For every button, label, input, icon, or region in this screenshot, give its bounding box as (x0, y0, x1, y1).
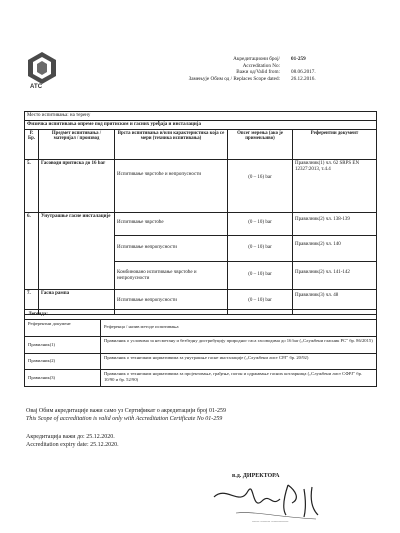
legend-value: Правилник о техничким нормативима за унутрашње гасне инсталације („Службени лист СРЈ" бр. 20/92) (104, 355, 309, 360)
replaces-scope-value: 26.12.2016. (291, 75, 316, 82)
row-product: Унутрашње гасне инсталације (39, 213, 115, 289)
sub-row (115, 261, 376, 290)
legend-value: Референца / назив методе испитивања (104, 324, 179, 329)
col-header-no: Р. Бр. (25, 130, 39, 159)
scope-table (24, 111, 377, 315)
row-ref: Правилник(3) чл. 48 (295, 293, 339, 298)
accreditation-no-label-en: Accreditation No: (242, 62, 280, 69)
expiry-date-en: Accreditation expiry date: 25.12.2020. (26, 442, 119, 448)
row-test: Испитивање чврстоће (115, 213, 228, 235)
legend-row (25, 320, 376, 337)
row-ref: Правилник(1) чл. 62 SRPS EN 12327:2013, т.4.4 (295, 161, 360, 172)
accreditation-no-value: 01-259 (291, 56, 306, 62)
col-header-test: Врста испитивања и/или карактеристика која се мери (техника испитивања) (115, 130, 228, 159)
row-no: 5. (25, 160, 39, 212)
row-product: Гасна рампа (39, 290, 115, 314)
table-header-row (25, 130, 376, 160)
replaces-scope-label: Замењује Обим од / Replaces Scope dated: (188, 75, 280, 82)
expiry-date: Акредитација важи до: 25.12.2020. (26, 434, 115, 440)
validity-note: Овај Обим акредитације важи само уз Сертификат о акредитацији број 01-259 (26, 408, 227, 414)
row-test: Испитивање непропусности (115, 236, 228, 262)
row-test: Испитивање непропусности (115, 290, 228, 314)
validity-note-en: This Scope of accreditation is valid only with Accreditation Certificate No 01-259 (26, 416, 223, 422)
row-ref: Правилник(2) чл. 141-142 (295, 270, 350, 275)
legend-value: Правилник о условима за несметану и безбедну дистрибуцију природног гаса гасоводима до 16 bar („Службени гласник РС" бр. 86/2015) (104, 338, 373, 343)
col-header-product: Предмет испитивања / материјал / производ (39, 130, 115, 159)
row-range: (0 – 10) bar (228, 236, 293, 262)
legend-key: Правилник(1) (25, 337, 101, 353)
col-header-ref: Референтни документ (310, 131, 359, 136)
row-no: 7. (25, 290, 39, 314)
legend-title: Легенда: (25, 310, 376, 320)
row-range: (0 – 10) bar (228, 213, 293, 235)
row-ref: Правилник(2) чл. 138-139 (295, 217, 350, 222)
legend-key: Референтни документ (25, 320, 101, 336)
valid-from-value: 08.06.2017. (291, 69, 316, 75)
row-range: (0 – 10) bar (228, 262, 293, 290)
legend-value: Правилник о техничким нормативима за пројектовање, грађење, погон и одржавање гасних котларница („Службени лист СФРЈ" бр. 10/90 и бр. 52/90) (104, 371, 363, 382)
legend-table (24, 309, 377, 387)
logo-text: АТС (30, 84, 43, 90)
sub-row (115, 235, 376, 262)
legend-row (25, 337, 376, 354)
valid-from-label: Важи од/Valid from: (236, 69, 280, 75)
row-product: Гасоводи притиска до 16 bar (39, 160, 115, 212)
row-no: 6. (25, 213, 39, 289)
col-header-range: Опсег мерења (ако је применљиво) (228, 130, 293, 159)
row-ref: Правилник(2) чл. 140 (295, 242, 341, 247)
row-range: (0 – 10) bar (228, 290, 293, 314)
table-row (25, 160, 376, 213)
legend-key: Правилник(3) (25, 370, 101, 386)
row-test: Испитивање чврстоће и непропусности (115, 160, 228, 212)
accreditation-no-label: Акредитациони број/ (233, 56, 280, 62)
svg-text:~~~ ~~~~ ~~~~~~~: ~~~ ~~~~ ~~~~~~~ (252, 519, 289, 524)
row-test: Комбиновано испитивање чврстоће и непропусности (115, 262, 228, 290)
legend-row (25, 354, 376, 370)
test-location: Место испитивања: на терену (25, 112, 376, 121)
legend-row (25, 370, 376, 386)
row-range: (0 – 16) bar (228, 160, 293, 212)
director-title: в.д. ДИРЕКТОРА (232, 473, 280, 479)
signature (196, 477, 346, 527)
legend-key: Правилник(2) (25, 354, 101, 369)
sub-row (115, 213, 376, 235)
test-category: Физичка испитивања опреме под притиском и гасних уређаја и инсталација (25, 121, 376, 130)
table-row-group (25, 213, 376, 290)
